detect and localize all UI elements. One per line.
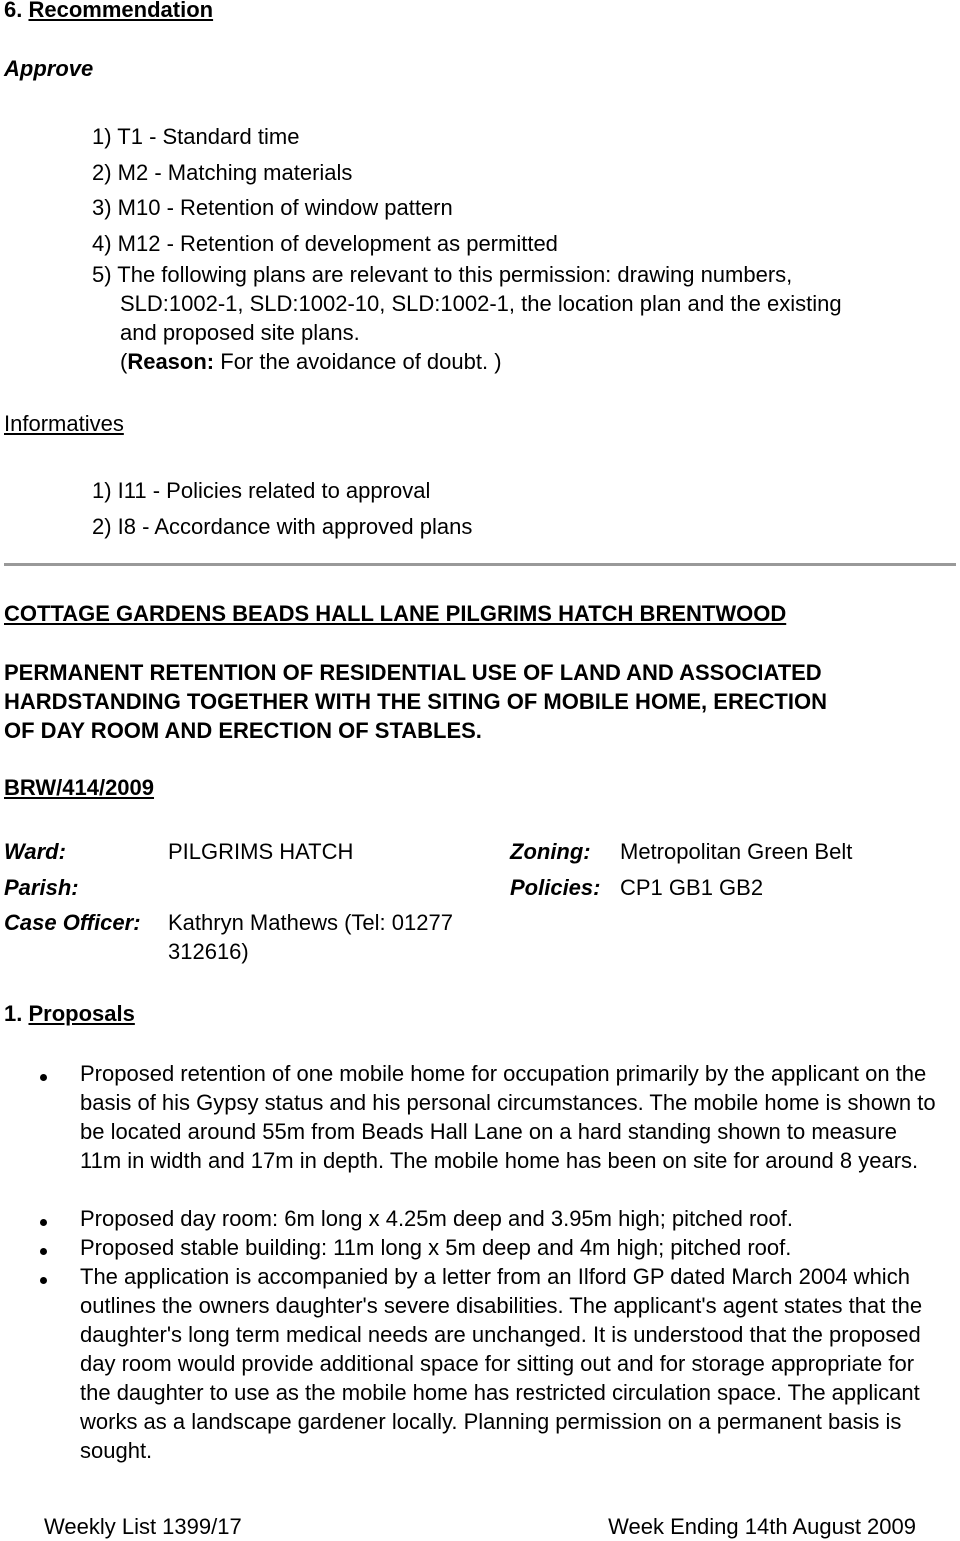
condition-item: 1) T1 - Standard time [92,124,300,149]
informatives-heading: Informatives [4,411,124,436]
description-line: OF DAY ROOM AND ERECTION OF STABLES. [4,718,482,743]
condition-item: 4) M12 - Retention of development as permitted [92,230,558,256]
condition-item: 3) M10 - Retention of window pattern [92,195,453,220]
reason-open: ( [120,349,128,374]
bullet-icon [40,1248,47,1255]
decision: Approve [4,56,94,81]
section-title: Recommendation [28,0,214,22]
description-line: PERMANENT RETENTION OF RESIDENTIAL USE OF LAND AND ASSOCIATED [4,660,822,685]
proposal-item: Proposed day room: 6m long x 4.25m deep and 3.95m high; pitched roof. [80,1206,793,1231]
proposal-item: The application is accompanied by a letter from an Ilford GP dated March 2004 which outlines the owners daughter's severe disabilities. The applicant's agent states that the daughter's long term medical needs are unchanged. It is understood that the proposed day room would provide additional space for sitting out and for storage appropriate for the daughter to use as the mobile home has restricted circulation space. The applicant works as a landscape gardener locally. Planning permission on a permanent basis is sought. [80,1264,923,1463]
condition-continuation: SLD:1002-1, SLD:1002-10, SLD:1002-1, the location plan and the existing [120,291,842,316]
section-number: 1. [4,1001,23,1026]
case-officer-value: Kathryn Mathews (Tel: 01277 [168,910,453,935]
section-title: Proposals [28,1001,135,1026]
informative-item: 2) I8 - Accordance with approved plans [92,514,473,539]
application-description [4,658,827,745]
bullet-icon [40,1074,47,1081]
condition-reason [120,347,502,376]
proposal-item: Proposed stable building: 11m long x 5m deep and 4m high; pitched roof. [80,1235,792,1260]
section-heading-proposals [4,1001,135,1027]
parish-label: Parish: [4,875,79,900]
zoning-label: Zoning: [510,839,591,864]
section-divider [4,563,956,566]
case-officer-phone: 312616) [168,939,249,964]
site-address: COTTAGE GARDENS BEADS HALL LANE PILGRIMS HATCH BRENTWOOD [4,601,787,626]
bullet-icon [40,1219,47,1226]
policies-label: Policies: [510,875,601,900]
bullet-icon [40,1277,47,1284]
proposal-item: Proposed retention of one mobile home for occupation primarily by the applicant on the basis of his Gypsy status and his personal circumstances. The mobile home is shown to be located around 55m from Beads Hall Lane on a hard standing shown to measure 11m in width and 17m in depth. The mobile home has been on site for around 8 years. [80,1061,936,1173]
description-line: HARDSTANDING TOGETHER WITH THE SITING OF MOBILE HOME, ERECTION [4,689,827,714]
informative-item: 1) I11 - Policies related to approval [92,478,431,503]
condition-item: 2) M2 - Matching materials [92,159,353,185]
case-officer-label: Case Officer: [4,910,141,935]
condition-continuation: and proposed site plans. [120,320,360,345]
condition-item: 5) The following plans are relevant to this permission: drawing numbers, [92,262,793,287]
footer-week-ending: Week Ending 14th August 2009 [608,1514,916,1539]
policies-value: CP1 GB1 GB2 [620,875,764,900]
zoning-value: Metropolitan Green Belt [620,839,853,864]
reason-text: For the avoidance of doubt. ) [220,349,502,374]
reason-label: Reason: [127,349,215,374]
conditions-list [92,119,558,261]
ward-value: PILGRIMS HATCH [168,839,354,864]
footer-weekly-list: Weekly List 1399/17 [44,1514,242,1539]
section-heading-recommendation [4,0,213,23]
ward-label: Ward: [4,839,66,864]
application-reference: BRW/414/2009 [4,775,155,800]
section-number: 6. [4,0,23,22]
informatives-list [92,473,472,545]
